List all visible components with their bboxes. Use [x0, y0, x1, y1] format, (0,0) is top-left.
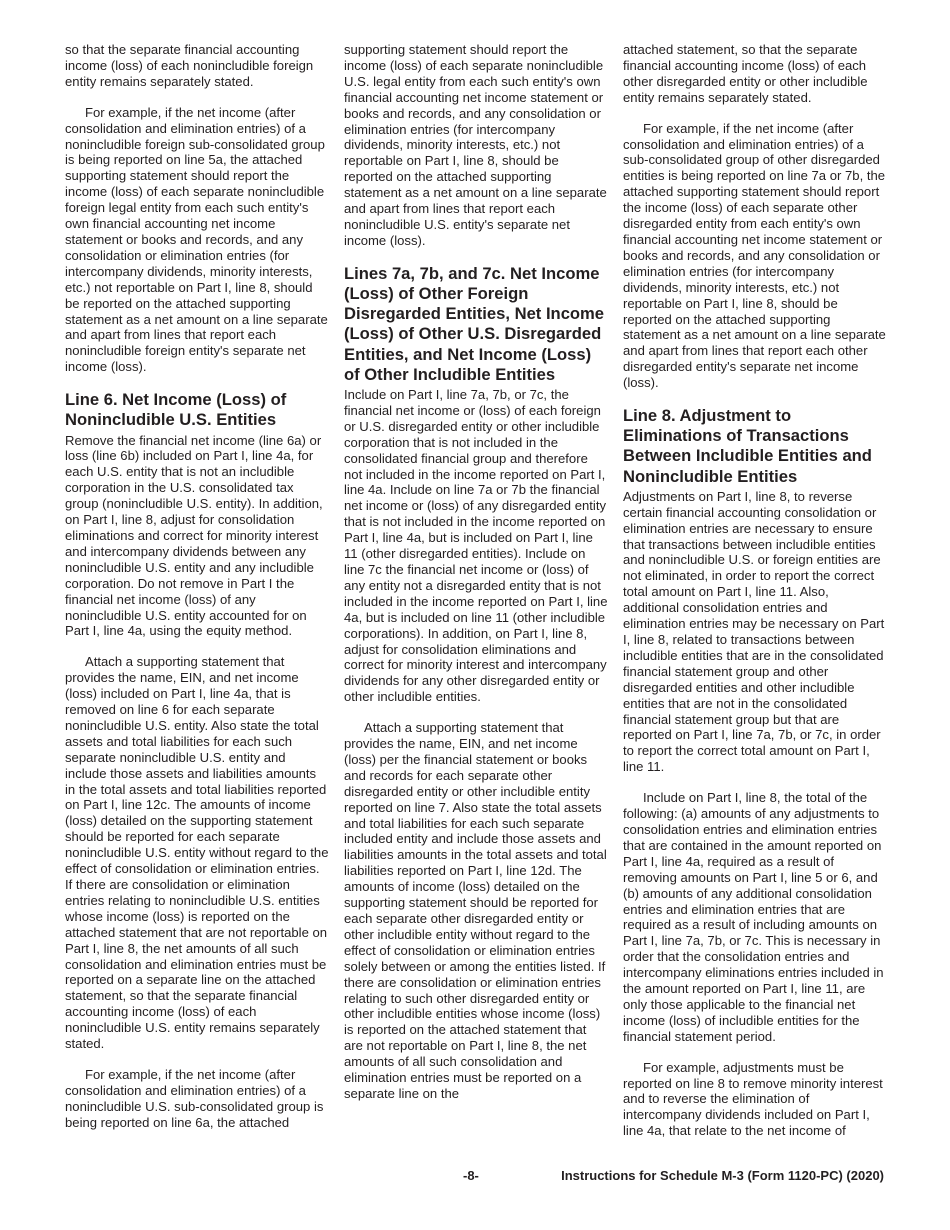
paragraph: Include on Part I, line 8, the total of the following: (a) amounts of any adjustments to consolidation entries and elimination entries that are contained in the amount reported on Part I, line 4a, required as a result of removing amounts on Part I, line 5 or 6, and (b) amounts of any additional consolidation entries and elimination entries that are required as a result of including amounts on Part I, line 7a, 7b, or 7c. This is necessary in order that the consolidation entries and intercompany eliminations entries included in the amount reported on Part I, line 11, are only those applicable to the financial net income (loss) of includible entities for the financial statement period. — [623, 790, 884, 1044]
column-1 — [65, 42, 329, 1146]
paragraph: Attach a supporting statement that provides the name, EIN, and net income (loss) per the financial statement or books and records for each separate other disregarded entity or other includible entity reported on line 7. Also state the total assets and total liabilities for each such separate included entity and include those assets and liabilities amounts in the total assets and total liabilities reported on Part I, line 12d. The amounts of income (loss) detailed on the supporting statement should be reported for each separate other disregarded entity or other includible entity without regard to the effect of consolidation or elimination entries solely between or among the entities listed. If there are consolidation or elimination entries relating to such other disregarded entity or other includible entities whose income (loss) is reported on the attached statement that are not reportable on Part I, line 8, the net amounts of all such consolidation and elimination entries must be reported on a separate line on the — [344, 720, 607, 1101]
document-title: Instructions for Schedule M-3 (Form 1120-PC) (2020) — [561, 1168, 884, 1183]
paragraph: For example, if the net income (after consolidation and elimination entries) of a sub-consolidated group of other disregarded entities is being reported on line 7a or 7b, the attached supporting statement should report the income (loss) of each separate other disregarded entity from each entity's own financial accounting net income statement or books and records, and any consolidation or elimination entries (for intercompany dividends, minority interests, etc.) not reportable on Part I, line 8, should be reported on the attached supporting statement as a net amount on a line separate and apart from lines that report each other disregarded entity's separate net income (loss). — [623, 120, 886, 391]
paragraph: For example, if the net income (after consolidation and elimination entries) of a nonincludible U.S. sub-consolidated group is being reported on line 6a, the attached — [65, 1066, 324, 1130]
section-heading-line-6: Line 6. Net Income (Loss) of Nonincludible U.S. Entities — [65, 390, 287, 430]
paragraph: Include on Part I, line 7a, 7b, or 7c, the financial net income or (loss) of each foreign or U.S. disregarded entity or other includible corporation that is not included in the consolidated financial group and therefore not included in the income reported on Part I, line 4a. Include on line 7a or 7b the financial net income or (loss) of any disregarded entity that is not included in the income reported on Part I, line 4a, but is included on Part I, line 11 (other disregarded entities). Include on line 7c the financial net income or (loss) of any entity not a disregarded entity that is not included in the income reported on Part I, line 4a, but is included on line 11 (other includible corporations). In addition, on Part I, line 8, adjust for consolidation eliminations and correct for minority interest and intercompany dividends for any other disregarded entity or other includible entities. — [344, 387, 608, 705]
column-3 — [623, 42, 887, 1154]
column-2 — [344, 42, 608, 1117]
paragraph: Adjustments on Part I, line 8, to reverse certain financial accounting consolidation or elimination entries are necessary to ensure that transactions between includible entities and nonincludible U.S. or foreign entities are not eliminated, in order to report the correct total amount on Part I, line 11. Also, additional consolidation entries and elimination entries may be necessary on Part I, line 8, related to transactions between includible entities that are in the consolidated financial statement group and other disregarded entities and other includible entities that are not in the consolidated financial statement group but that are reported on Part I, line 7a, 7b, or 7c, in order to report the correct total amount on Part I, line 11. — [623, 488, 885, 775]
paragraph: Attach a supporting statement that provides the name, EIN, and net income (loss) included on Part I, line 4a, that is removed on line 6 for each separate nonincludible U.S. entity. Also state the total assets and total liabilities for each such separate nonincludible U.S. entity and include those assets and liabilities amounts in the total assets and total liabilities reported on Part I, line 12c. The amounts of income (loss) detailed on the supporting statement should be reported for each separate nonincludible U.S. entity without regard to the effect of consolidation or elimination entries. If there are consolidation or elimination entries relating to nonincludible U.S. entities whose income (loss) is reported on the attached statement that are not reportable on Part I, line 8, the net amounts of all such consolidation and elimination entries must be reported on a separate line on the attached statement, so that the separate financial accounting income (loss) of each nonincludible U.S. entity remains separately stated. — [65, 654, 329, 1052]
section-heading-lines-7a-7b-7c: Lines 7a, 7b, and 7c. Net Income (Loss) of Other Foreign Disregarded Entities, Net Income (Loss) of Other U.S. Disregarded Entities, and Net Income (Loss) of Other Includible Entities — [344, 263, 605, 384]
paragraph: For example, if the net income (after consolidation and elimination entries) of a nonincludible foreign sub-consolidated group is being reported on line 5a, the attached supporting statement should report the income (loss) of each separate nonincludible foreign legal entity from each such entity's own financial accounting net income statement or books and records, and any consolidation or elimination entries (for intercompany dividends, minority interests, etc.) not reportable on Part I, line 8, should be reported on the attached supporting statement as a net amount on a line separate and apart from lines that report each nonincludible foreign entity's separate net income (loss). — [65, 104, 328, 375]
section-heading-line-8: Line 8. Adjustment to Eliminations of Transactions Between Includible Entities and Nonincludible Entities — [623, 406, 872, 486]
page-footer — [0, 1168, 950, 1188]
paragraph: For example, adjustments must be reported on line 8 to remove minority interest and to reverse the elimination of intercompany dividends included on Part I, line 4a, that relate to the net income of — [623, 1059, 883, 1139]
paragraph: supporting statement should report the income (loss) of each separate nonincludible U.S. legal entity from each such entity's own financial accounting net income statement or books and records, and any consolidation or elimination entries (for intercompany dividends, minority interests, etc.) not reportable on Part I, line 8, should be reported on the attached supporting statement as a net amount on a line separate and apart from lines that report each nonincludible U.S. entity's separate net income (loss). — [344, 42, 607, 248]
paragraph: so that the separate financial accounting income (loss) of each nonincludible foreign entity remains separately stated. — [65, 42, 314, 89]
paragraph: Remove the financial net income (line 6a) or loss (line 6b) included on Part I, line 4a, for each U.S. entity that is not an includible corporation in the U.S. consolidated tax group (nonincludible U.S. entity). In addition, on Part I, line 8, adjust for consolidation eliminations and correct for minority interest and intercompany dividends between any nonincludible U.S. entity and any includible corporation. Do not remove in Part I the financial net income (loss) of any nonincludible U.S. entity accounted for on Part I, line 4a, using the equity method. — [65, 432, 323, 639]
paragraph: attached statement, so that the separate financial accounting income (loss) of each other disregarded entity or other includible entity remains separately stated. — [623, 42, 868, 105]
page-number: -8- — [463, 1168, 479, 1183]
